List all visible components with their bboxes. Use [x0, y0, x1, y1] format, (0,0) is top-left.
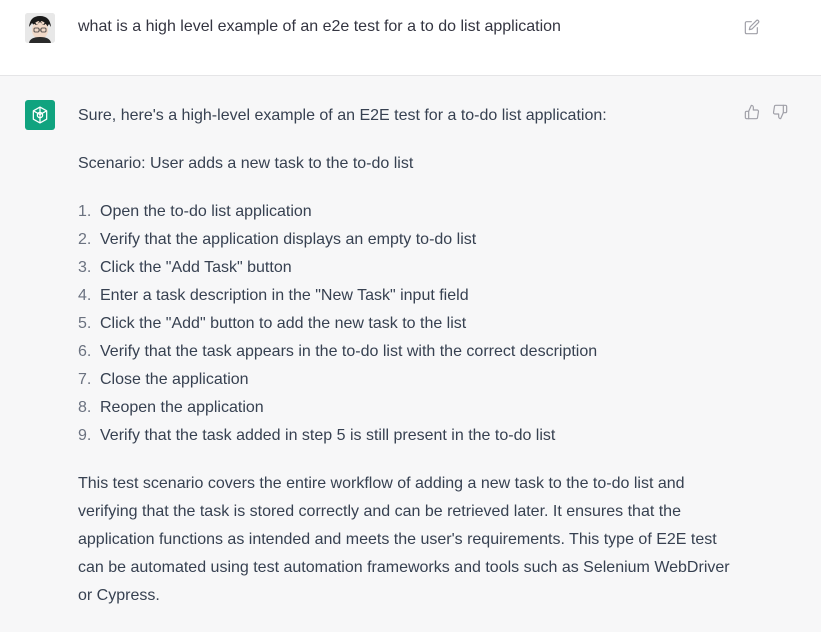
thumbs-up-icon [744, 104, 760, 120]
list-item [78, 394, 738, 422]
user-avatar [25, 13, 55, 43]
thumbs-down-button[interactable] [771, 103, 789, 121]
step-number: 6. [78, 343, 92, 360]
list-item [78, 198, 738, 226]
step-text: Verify that the task appears in the to-do list with the correct description [100, 343, 598, 360]
assistant-message-row [0, 76, 821, 632]
answer-scenario: Scenario: User adds a new task to the to-do list [78, 155, 414, 172]
assistant-avatar [25, 100, 55, 130]
list-item [78, 366, 738, 394]
step-text: Verify that the application displays an empty to-do list [100, 231, 477, 248]
step-number: 1. [78, 203, 92, 220]
step-number: 9. [78, 427, 92, 444]
list-item [78, 226, 738, 254]
step-text: Enter a task description in the "New Task" input field [100, 287, 469, 304]
steps-list [78, 198, 738, 450]
list-item [78, 338, 738, 366]
user-message-row [0, 0, 821, 76]
step-text: Verify that the task added in step 5 is still present in the to-do list [100, 427, 556, 444]
answer-summary: This test scenario covers the entire workflow of adding a new task to the to-do list and verifying that the task is stored correctly and can be retrieved later. It ensures that the application functions as intended and meets the user's requirements. This type of E2E test can be automated using test automation frameworks and tools such as Selenium WebDriver or Cypress. [78, 475, 730, 604]
list-item [78, 310, 738, 338]
edit-icon [744, 19, 760, 35]
list-item [78, 422, 738, 450]
step-number: 8. [78, 399, 92, 416]
user-message-text: what is a high level example of an e2e test for a to do list application [78, 18, 561, 35]
step-text: Open the to-do list application [100, 203, 312, 220]
list-item [78, 254, 738, 282]
step-text: Click the "Add" button to add the new task to the list [100, 315, 467, 332]
assistant-answer [78, 102, 738, 610]
step-text: Click the "Add Task" button [100, 259, 292, 276]
step-text: Reopen the application [100, 399, 264, 416]
thumbs-down-icon [772, 104, 788, 120]
step-number: 5. [78, 315, 92, 332]
answer-intro: Sure, here's a high-level example of an E2E test for a to-do list application: [78, 107, 607, 124]
list-item [78, 282, 738, 310]
step-number: 4. [78, 287, 92, 304]
openai-logo-icon [30, 105, 50, 125]
step-number: 7. [78, 371, 92, 388]
user-avatar-image [25, 13, 55, 43]
step-number: 2. [78, 231, 92, 248]
edit-message-button[interactable] [742, 17, 762, 37]
step-number: 3. [78, 259, 92, 276]
step-text: Close the application [100, 371, 249, 388]
thumbs-up-button[interactable] [743, 103, 761, 121]
